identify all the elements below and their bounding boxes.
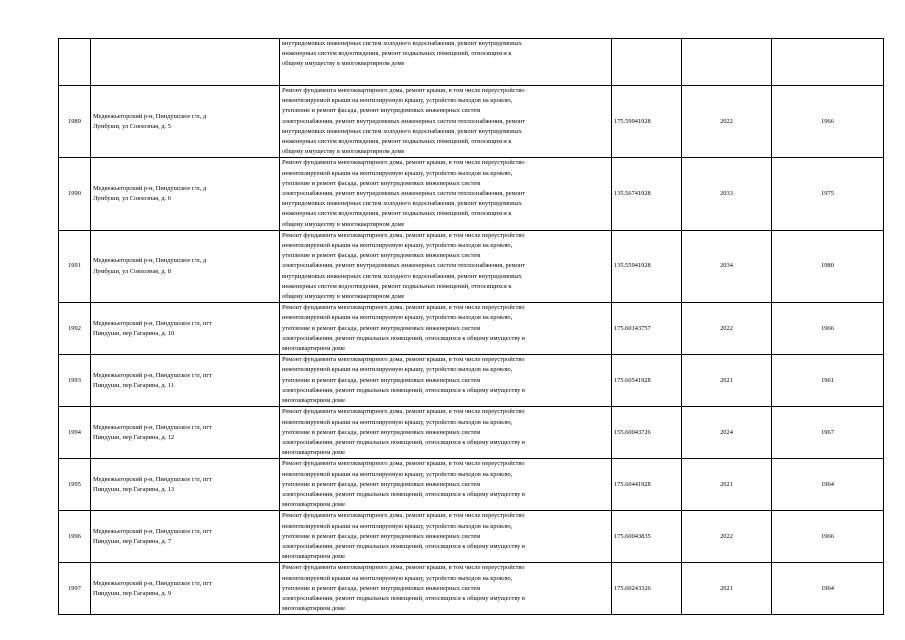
address-cell: [91, 355, 280, 407]
cost-cell: 155.60043726: [612, 407, 682, 459]
address-line: Пиндуши, пер Гагарина, д. 10: [93, 329, 175, 337]
works-line: невентилируемой крыши на вентилируемую крышу, устройство выходов на кровлю,: [282, 169, 513, 177]
address-line: Медвежьегорский р-н, Пиндушское г/п, пгт: [93, 319, 212, 327]
row-number-cell: 1989: [59, 86, 91, 158]
address-line: Пиндуши, пер Гагарина, д. 9: [93, 589, 172, 597]
address-cell: [91, 407, 280, 459]
works-line: внутридомовых инженерных систем холодного водоснабжения, ремонт внутридомовых: [282, 272, 522, 280]
address-cell: [91, 86, 280, 158]
construction-year-cell: 1964: [772, 563, 884, 615]
planned-year-cell: 2021: [682, 459, 772, 511]
planned-year-cell: 2022: [682, 511, 772, 563]
works-line: внутридомовых инженерных систем холодного водоснабжения, ремонт внутридомовых: [282, 40, 522, 47]
table-row: [59, 563, 884, 615]
cost-cell: 175.60043835: [612, 511, 682, 563]
table-row: [59, 158, 884, 230]
construction-year-cell: 1964: [772, 459, 884, 511]
works-description-cell: [280, 563, 612, 615]
works-line: многоквартирном доме: [282, 397, 346, 405]
address-cell: [91, 563, 280, 615]
construction-year-cell: 1966: [772, 303, 884, 355]
housing-register-table: [58, 38, 884, 615]
row-number-cell: 1997: [59, 563, 91, 615]
works-line: электроснабжения, ремонт подвальных помещений, относящихся к общему имуществу в: [282, 542, 525, 550]
works-line: Ремонт фундамента многоквартирного дома, ремонт крыши, в том числе переустройство: [282, 87, 525, 94]
works-line: инженерных систем водоотведения, ремонт подвальных помещений, относящихся к: [282, 210, 512, 218]
planned-year-cell: 2022: [682, 86, 772, 158]
works-line: невентилируемой крыши на вентилируемую крышу, устройство выходов на кровлю,: [282, 314, 513, 322]
works-line: инженерных систем водоотведения, ремонт подвальных помещений, относящихся к: [282, 138, 512, 146]
works-line: утепление и ремонт фасада, ремонт внутридомовых инженерных систем: [282, 107, 481, 115]
works-line: Ремонт фундамента многоквартирного дома, ремонт крыши, в том числе переустройство: [282, 512, 525, 520]
works-line: Ремонт фундамента многоквартирного дома, ремонт крыши, в том числе переустройство: [282, 460, 525, 468]
planned-year-cell: 2034: [682, 230, 772, 302]
cost-cell: 135.55941928: [612, 230, 682, 302]
planned-year-cell: 2033: [682, 158, 772, 230]
works-line: утепление и ремонт фасада, ремонт внутридомовых инженерных систем: [282, 584, 481, 592]
row-number-cell: 1994: [59, 407, 91, 459]
works-line: утепление и ремонт фасада, ремонт внутридомовых инженерных систем: [282, 480, 481, 488]
document-page: [58, 38, 884, 615]
cost-cell: [612, 39, 682, 86]
construction-year-cell: [772, 39, 884, 86]
address-cell: [91, 459, 280, 511]
planned-year-cell: 2021: [682, 563, 772, 615]
works-line: Ремонт фундамента многоквартирного дома, ремонт крыши, в том числе переустройство: [282, 408, 525, 416]
row-number-cell: 1990: [59, 158, 91, 230]
construction-year-cell: 1975: [772, 158, 884, 230]
works-line: многоквартирном доме: [282, 553, 346, 561]
works-line: общему имуществу в многоквартирном доме: [282, 220, 405, 228]
works-line: электроснабжения, ремонт внутридомовых инженерных систем теплоснабжения, ремонт: [282, 262, 526, 270]
works-description-cell: [280, 303, 612, 355]
works-line: утепление и ремонт фасада, ремонт внутридомовых инженерных систем: [282, 179, 481, 187]
works-line: утепление и ремонт фасада, ремонт внутридомовых инженерных систем: [282, 324, 481, 332]
cost-cell: 135.56741928: [612, 158, 682, 230]
works-line: электроснабжения, ремонт подвальных помещений, относящихся к общему имуществу в: [282, 386, 525, 394]
works-line: невентилируемой крыши на вентилируемую крышу, устройство выходов на кровлю,: [282, 366, 513, 374]
address-line: Пиндуши, пер Гагарина, д. 11: [93, 381, 174, 389]
address-line: Медвежьегорский р-н, Пиндушское г/п, д: [93, 112, 207, 120]
table-row: [59, 39, 884, 86]
works-description-cell: [280, 230, 612, 302]
address-line: Медвежьегорский р-н, Пиндушское г/п, д: [93, 257, 207, 265]
cost-cell: 175.60441928: [612, 459, 682, 511]
address-cell: [91, 230, 280, 302]
construction-year-cell: 1966: [772, 86, 884, 158]
works-line: Ремонт фундамента многоквартирного дома, ремонт крыши, в том числе переустройство: [282, 231, 525, 239]
address-line: Пиндуши, пер Гагарина, д. 13: [93, 485, 175, 493]
works-description-cell: [280, 355, 612, 407]
works-line: общему имуществу в многоквартирном доме: [282, 60, 405, 68]
address-line: Пиндуши, пер Гагарина, д. 12: [93, 433, 175, 441]
address-line: Медвежьегорский р-н, Пиндушское г/п, пгт: [93, 579, 212, 587]
table-row: [59, 86, 884, 158]
planned-year-cell: 2024: [682, 407, 772, 459]
address-line: Медвежьегорский р-н, Пиндушское г/п, пгт: [93, 423, 212, 431]
works-description-cell: [280, 158, 612, 230]
address-line: Медвежьегорский р-н, Пиндушское г/п, пгт: [93, 527, 212, 535]
works-line: утепление и ремонт фасада, ремонт внутридомовых инженерных систем: [282, 532, 481, 540]
row-number-cell: 1992: [59, 303, 91, 355]
table-row: [59, 407, 884, 459]
works-line: невентилируемой крыши на вентилируемую крышу, устройство выходов на кровлю,: [282, 242, 513, 250]
works-line: невентилируемой крыши на вентилируемую крышу, устройство выходов на кровлю,: [282, 574, 513, 582]
works-description-cell: [280, 511, 612, 563]
works-line: электроснабжения, ремонт подвальных помещений, относящихся к общему имуществу в: [282, 594, 525, 602]
address-line: Медвежьегорский р-н, Пиндушское г/п, д: [93, 184, 207, 192]
address-line: Пиндуши, пер Гагарина, д. 7: [93, 537, 172, 545]
row-number-cell: [59, 39, 91, 86]
address-line: Лумбуши, ул Совхозная, д. 6: [93, 195, 171, 203]
works-description-cell: [280, 86, 612, 158]
address-cell: [91, 303, 280, 355]
works-line: электроснабжения, ремонт внутридомовых инженерных систем теплоснабжения, ремонт: [282, 190, 526, 198]
works-line: многоквартирном доме: [282, 345, 346, 353]
works-description-cell: [280, 407, 612, 459]
row-number-cell: 1995: [59, 459, 91, 511]
table-row: [59, 511, 884, 563]
construction-year-cell: 1966: [772, 511, 884, 563]
works-line: невентилируемой крыши на вентилируемую крышу, устройство выходов на кровлю,: [282, 97, 513, 105]
construction-year-cell: 1980: [772, 230, 884, 302]
works-line: Ремонт фундамента многоквартирного дома, ремонт крыши, в том числе переустройство: [282, 356, 525, 364]
address-cell: [91, 39, 280, 86]
table-body: [59, 39, 884, 615]
works-line: Ремонт фундамента многоквартирного дома, ремонт крыши, в том числе переустройство: [282, 564, 525, 572]
cost-cell: 175.60243326: [612, 563, 682, 615]
works-line: утепление и ремонт фасада, ремонт внутридомовых инженерных систем: [282, 252, 481, 260]
works-line: Ремонт фундамента многоквартирного дома, ремонт крыши, в том числе переустройство: [282, 304, 525, 312]
address-line: Лумбуши, ул Совхозная, д. 5: [93, 122, 171, 130]
table-row: [59, 230, 884, 302]
works-description-cell: [280, 39, 612, 86]
works-line: утепление и ремонт фасада, ремонт внутридомовых инженерных систем: [282, 376, 481, 384]
construction-year-cell: 1961: [772, 355, 884, 407]
planned-year-cell: 2022: [682, 303, 772, 355]
works-line: многоквартирном доме: [282, 501, 346, 509]
works-line: Ремонт фундамента многоквартирного дома, ремонт крыши, в том числе переустройство: [282, 159, 525, 167]
works-line: невентилируемой крыши на вентилируемую крышу, устройство выходов на кровлю,: [282, 470, 513, 478]
cost-cell: 175.60143757: [612, 303, 682, 355]
address-line: Медвежьегорский р-н, Пиндушское г/п, пгт: [93, 475, 212, 483]
planned-year-cell: 2021: [682, 355, 772, 407]
address-line: Медвежьегорский р-н, Пиндушское г/п, пгт: [93, 371, 212, 379]
works-line: внутридомовых инженерных систем холодного водоснабжения, ремонт внутридомовых: [282, 200, 522, 208]
table-row: [59, 355, 884, 407]
works-description-cell: [280, 459, 612, 511]
planned-year-cell: [682, 39, 772, 86]
works-line: многоквартирном доме: [282, 605, 346, 613]
address-cell: [91, 511, 280, 563]
works-line: электроснабжения, ремонт подвальных помещений, относящихся к общему имуществу в: [282, 438, 525, 446]
address-cell: [91, 158, 280, 230]
cost-cell: 175.59941928: [612, 86, 682, 158]
works-line: многоквартирном доме: [282, 449, 346, 457]
construction-year-cell: 1967: [772, 407, 884, 459]
works-line: внутридомовых инженерных систем холодного водоснабжения, ремонт внутридомовых: [282, 127, 522, 135]
works-line: общему имуществу в многоквартирном доме: [282, 293, 405, 301]
works-line: электроснабжения, ремонт внутридомовых инженерных систем теплоснабжения, ремонт: [282, 117, 526, 125]
works-line: невентилируемой крыши на вентилируемую крышу, устройство выходов на кровлю,: [282, 418, 513, 426]
works-line: электроснабжения, ремонт подвальных помещений, относящихся к общему имуществу в: [282, 490, 525, 498]
works-line: общему имуществу в многоквартирном доме: [282, 148, 405, 156]
works-line: инженерных систем водоотведения, ремонт подвальных помещений, относящихся к: [282, 282, 512, 290]
works-line: утепление и ремонт фасада, ремонт внутридомовых инженерных систем: [282, 428, 481, 436]
works-line: невентилируемой крыши на вентилируемую крышу, устройство выходов на кровлю,: [282, 522, 513, 530]
works-line: инженерных систем водоотведения, ремонт подвальных помещений, относящихся к: [282, 50, 512, 58]
address-line: Лумбуши, ул Совхозная, д. 8: [93, 267, 171, 275]
row-number-cell: 1993: [59, 355, 91, 407]
table-row: [59, 303, 884, 355]
cost-cell: 175.60541928: [612, 355, 682, 407]
row-number-cell: 1996: [59, 511, 91, 563]
table-row: [59, 459, 884, 511]
row-number-cell: 1991: [59, 230, 91, 302]
works-line: электроснабжения, ремонт подвальных помещений, относящихся к общему имуществу в: [282, 334, 525, 342]
